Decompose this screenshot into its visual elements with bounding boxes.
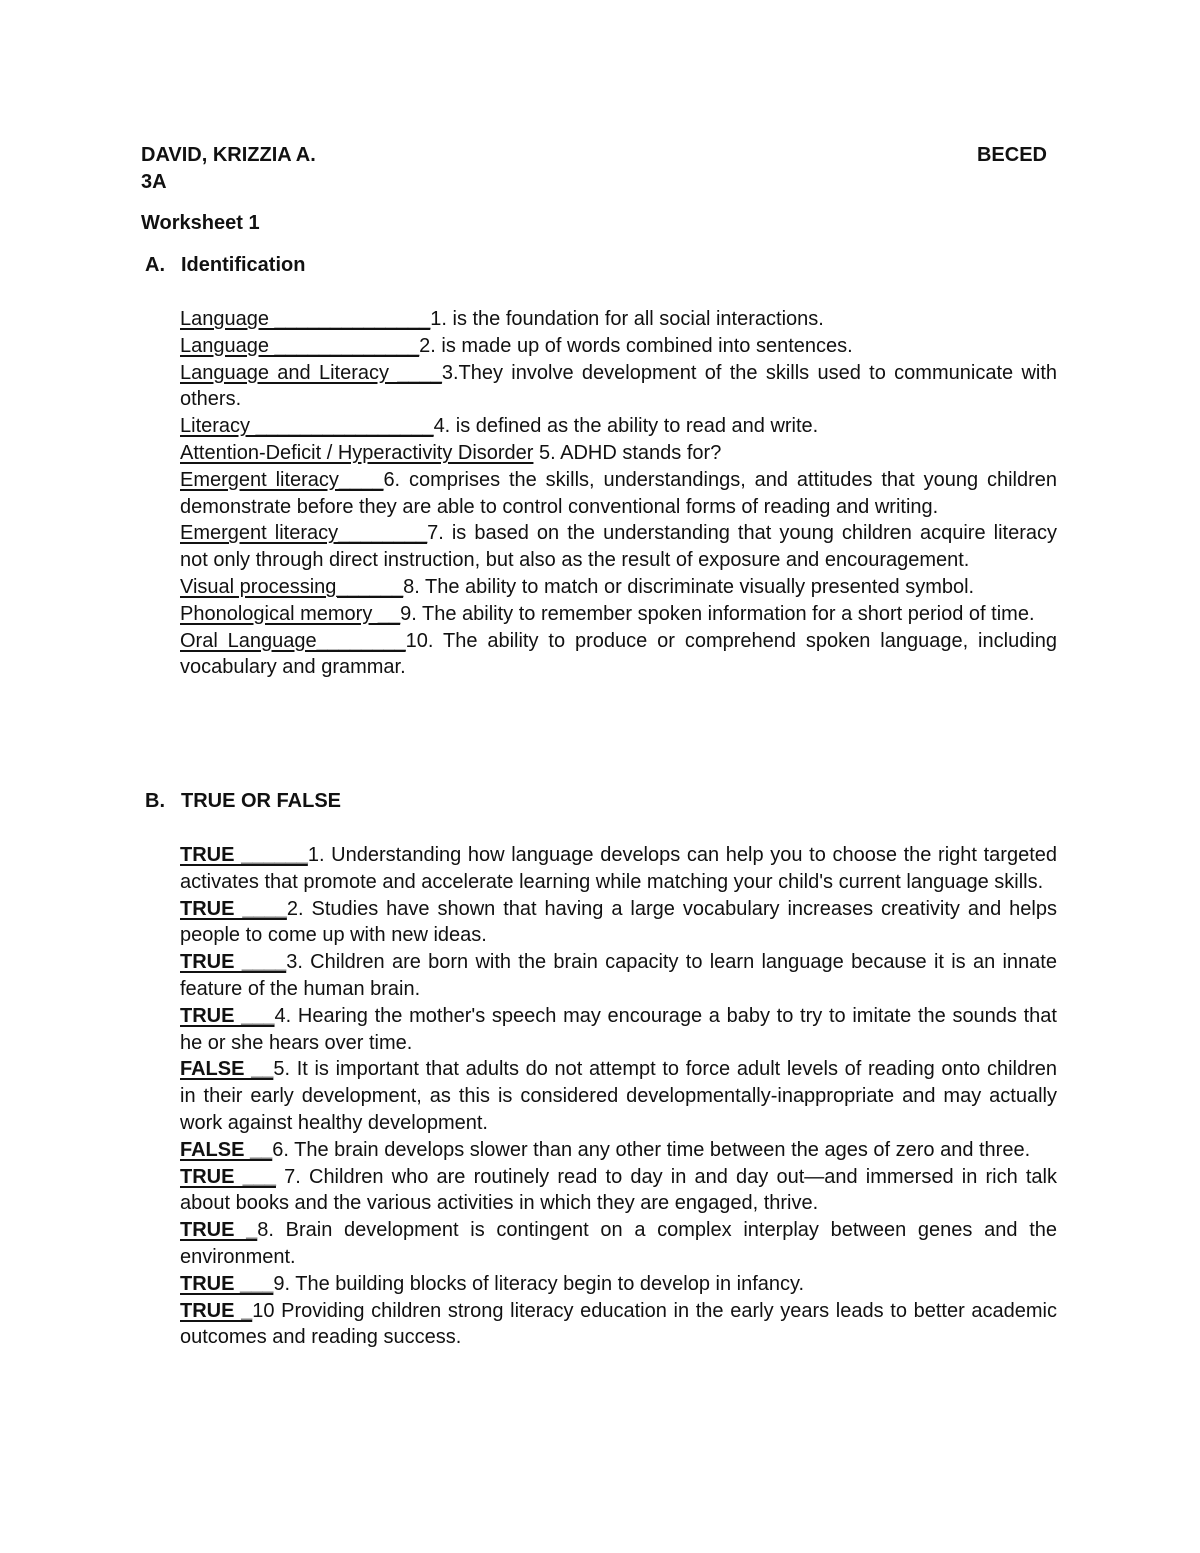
answer: Emergent literacy____ bbox=[180, 468, 384, 491]
answer: Language and Literacy ____ bbox=[180, 361, 442, 384]
statement: 3. Children are born with the brain capacity to learn language because it is an innate feature of the human brain. bbox=[180, 951, 1057, 1000]
statement: 4. Hearing the mother's speech may encourage a baby to try to imitate the sounds that he or she hears over time. bbox=[180, 1004, 1057, 1054]
answer: FALSE __ bbox=[180, 1138, 273, 1161]
identification-item-3 bbox=[180, 360, 1057, 414]
student-name: DAVID, KRIZZIA A. bbox=[141, 144, 316, 166]
answer: TRUE ___ bbox=[180, 1272, 274, 1295]
identification-item-5 bbox=[180, 440, 1057, 467]
section-b-heading bbox=[145, 788, 341, 815]
section-code: 3A bbox=[141, 171, 167, 193]
true-false-item-1 bbox=[180, 842, 1057, 896]
question: 8. The ability to match or discriminate visually presented symbol. bbox=[403, 575, 975, 598]
section-a-items bbox=[180, 306, 1057, 681]
statement: 1. Understanding how language develops can help you to choose the right targeted activates that promote and accelerate learning while matching your child's current language skills. bbox=[180, 844, 1057, 893]
worksheet-title: Worksheet 1 bbox=[141, 212, 260, 234]
identification-item-2 bbox=[180, 333, 1057, 360]
statement: 6. The brain develops slower than any other time between the ages of zero and three. bbox=[272, 1138, 1031, 1161]
answer: FALSE __ bbox=[180, 1058, 274, 1081]
question: 9. The ability to remember spoken information for a short period of time. bbox=[400, 602, 1035, 625]
section-a-title: Identification bbox=[181, 254, 306, 276]
true-false-item-10 bbox=[180, 1298, 1057, 1352]
statement: 5. It is important that adults do not attempt to force adult levels of reading onto children in their early development, as this is considered developmentally-inappropriate and may actually work against healthy development. bbox=[180, 1058, 1057, 1134]
section-a-letter: A. bbox=[145, 254, 165, 276]
statement: 10 Providing children strong literacy education in the early years leads to better academic outcomes and reading success. bbox=[180, 1299, 1057, 1349]
question: 2. is made up of words combined into sentences. bbox=[419, 334, 853, 357]
answer: Language ______________ bbox=[180, 308, 431, 330]
answer: TRUE ______ bbox=[180, 844, 308, 866]
answer: TRUE ____ bbox=[180, 951, 287, 974]
section-a-heading bbox=[145, 252, 305, 279]
identification-item-9 bbox=[180, 601, 1057, 628]
identification-item-6 bbox=[180, 467, 1057, 521]
course-code: BECED bbox=[976, 144, 1047, 166]
true-false-item-3 bbox=[180, 949, 1057, 1003]
answer: Emergent literacy________ bbox=[180, 522, 428, 545]
question: 7. is based on the understanding that young children acquire literacy not only through direct instruction, but also as the result of exposure and encouragement. bbox=[180, 522, 1057, 572]
question: 1. is the foundation for all social interactions. bbox=[430, 308, 824, 330]
identification-item-7 bbox=[180, 520, 1057, 574]
question: 4. is defined as the ability to read and write. bbox=[433, 415, 819, 438]
answer: TRUE ___ bbox=[180, 1165, 276, 1188]
identification-item-8 bbox=[180, 574, 1057, 601]
identification-item-1 bbox=[180, 306, 1057, 333]
true-false-item-6 bbox=[180, 1137, 1057, 1164]
answer: Literacy ________________ bbox=[180, 415, 434, 438]
section-b-items bbox=[180, 842, 1057, 1351]
identification-item-10 bbox=[180, 628, 1057, 682]
true-false-item-4 bbox=[180, 1003, 1057, 1057]
true-false-item-5 bbox=[180, 1056, 1057, 1136]
question: 10. The ability to produce or comprehend spoken language, including vocabulary and grammar. bbox=[180, 629, 1058, 679]
answer: Language _____________ bbox=[180, 334, 420, 357]
answer: Phonological memory __ bbox=[180, 602, 401, 625]
answer: TRUE _ bbox=[180, 1299, 253, 1322]
statement: 9. The building blocks of literacy begin to develop in infancy. bbox=[273, 1272, 805, 1295]
statement: 2. Studies have shown that having a large vocabulary increases creativity and helps people to come up with new ideas. bbox=[180, 897, 1057, 947]
answer: Oral Language________ bbox=[180, 629, 406, 652]
answer: TRUE ___ bbox=[180, 1004, 275, 1027]
true-false-item-7 bbox=[180, 1164, 1057, 1218]
statement: 8. Brain development is contingent on a complex interplay between genes and the environment. bbox=[180, 1219, 1057, 1268]
statement: 7. Children who are routinely read to day in and day out—and immersed in rich talk about books and the various activities in which they are engaged, thrive. bbox=[180, 1165, 1057, 1215]
section-b-title: TRUE OR FALSE bbox=[181, 790, 342, 812]
section-b-letter: B. bbox=[145, 790, 165, 812]
true-false-item-9 bbox=[180, 1271, 1057, 1298]
question: 3.They involve development of the skills used to communicate with others. bbox=[180, 361, 1058, 411]
answer: Visual processing______ bbox=[180, 575, 404, 598]
question: 5. ADHD stands for? bbox=[533, 441, 722, 464]
identification-item-4 bbox=[180, 413, 1057, 440]
answer: TRUE ____ bbox=[180, 897, 287, 920]
question: 6. comprises the skills, understandings, and attitudes that young children demonstrate before they are able to control conventional forms of reading and writing. bbox=[180, 468, 1058, 518]
answer: TRUE _ bbox=[180, 1219, 258, 1242]
true-false-item-2 bbox=[180, 896, 1057, 950]
answer: Attention-Deficit / Hyperactivity Disorder bbox=[180, 441, 534, 464]
true-false-item-8 bbox=[180, 1217, 1057, 1271]
